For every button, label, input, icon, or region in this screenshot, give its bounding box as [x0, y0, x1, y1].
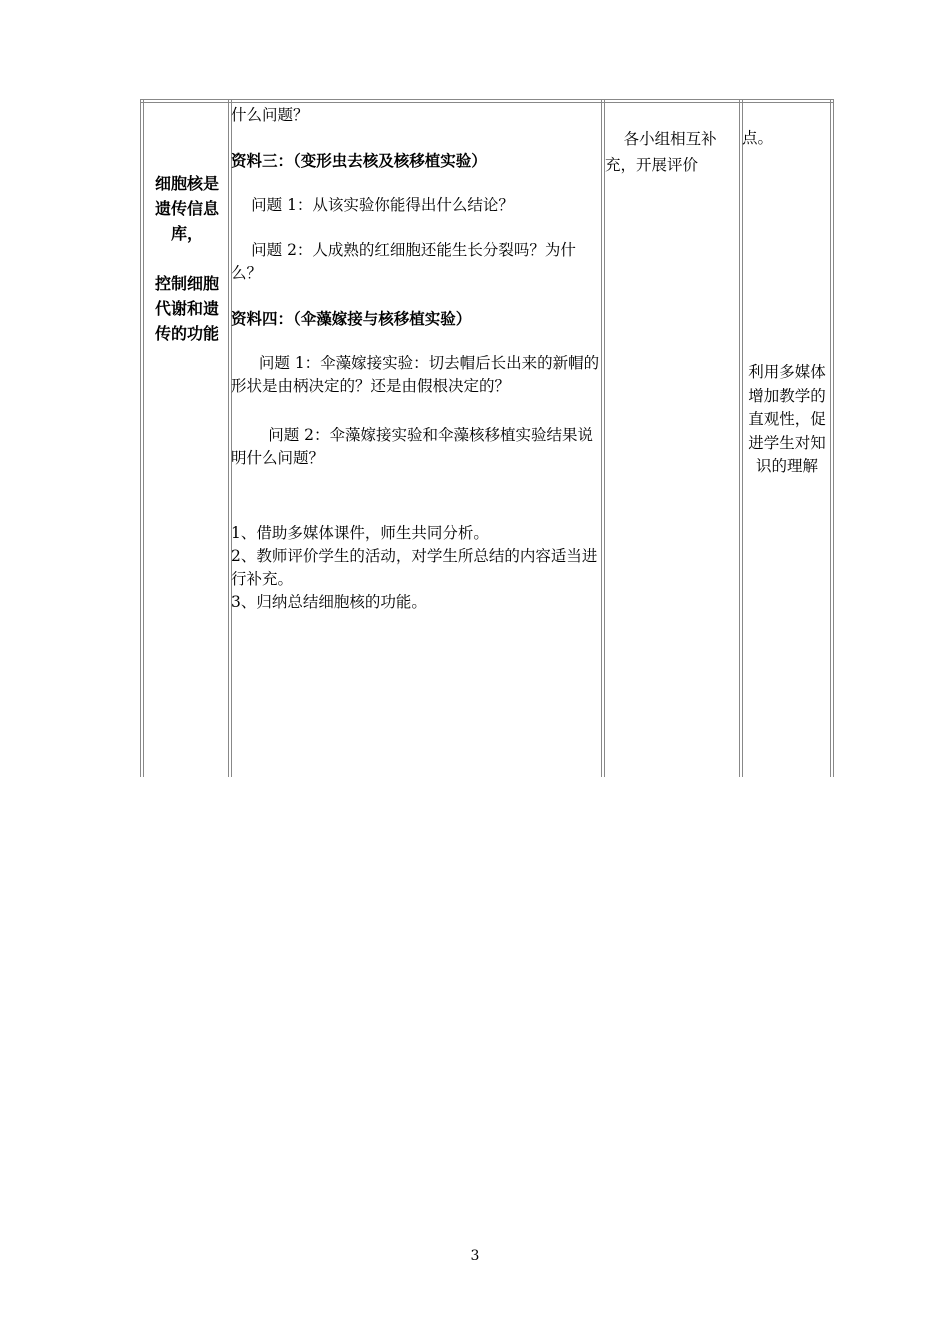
lesson-table	[140, 99, 834, 777]
topic-line: 库，	[170, 224, 203, 243]
material3-question1: 问题 1：从该实验你能得出什么结论？	[251, 196, 514, 214]
table-left-border	[140, 99, 144, 777]
table-top-border	[140, 99, 834, 103]
topic-line: 传的功能	[154, 324, 219, 343]
material3-title: 资料三：（变形虫去核及核移植实验）	[231, 151, 487, 170]
topic-cell	[145, 171, 229, 346]
topic-line: 遗传信息	[154, 199, 219, 218]
step-item: 2、教师评价学生的活动，对学生所总结的内容适当进行补充。	[231, 547, 598, 588]
topic-spacer	[145, 246, 229, 271]
material4-title: 资料四：（伞藻嫁接与核移植实验）	[231, 309, 472, 328]
topic-line: 代谢和遗	[154, 299, 219, 318]
topic-line: 控制细胞	[154, 274, 219, 293]
step-item: 3、归纳总结细胞核的功能。	[231, 593, 427, 611]
teaching-content-cell	[231, 104, 603, 614]
student-activity-cell	[605, 126, 739, 178]
topic-line: 细胞核是	[154, 174, 219, 193]
material4-question2: 问题 2：伞藻嫁接实验和伞藻核移植实验结果说明什么问题？	[231, 426, 593, 467]
design-intent-text: 利用多媒体增加教学的直观性，促进学生对知识的理解	[748, 363, 826, 475]
content-text: 什么问题？	[231, 106, 309, 124]
material4-question1: 问题 1：伞藻嫁接实验：切去帽后长出来的新帽的形状是由柄决定的？还是由假根决定的？	[231, 354, 600, 395]
material3-question2: 问题 2：人成熟的红细胞还能生长分裂吗？为什么？	[231, 241, 576, 282]
page-number: 3	[470, 1248, 480, 1264]
design-intent-top: 点。	[742, 129, 774, 147]
step-item: 1、借助多媒体课件，师生共同分析。	[231, 524, 489, 542]
design-intent-cell	[742, 361, 832, 479]
student-activity-text: 各小组相互补充，开展评价	[605, 130, 717, 174]
